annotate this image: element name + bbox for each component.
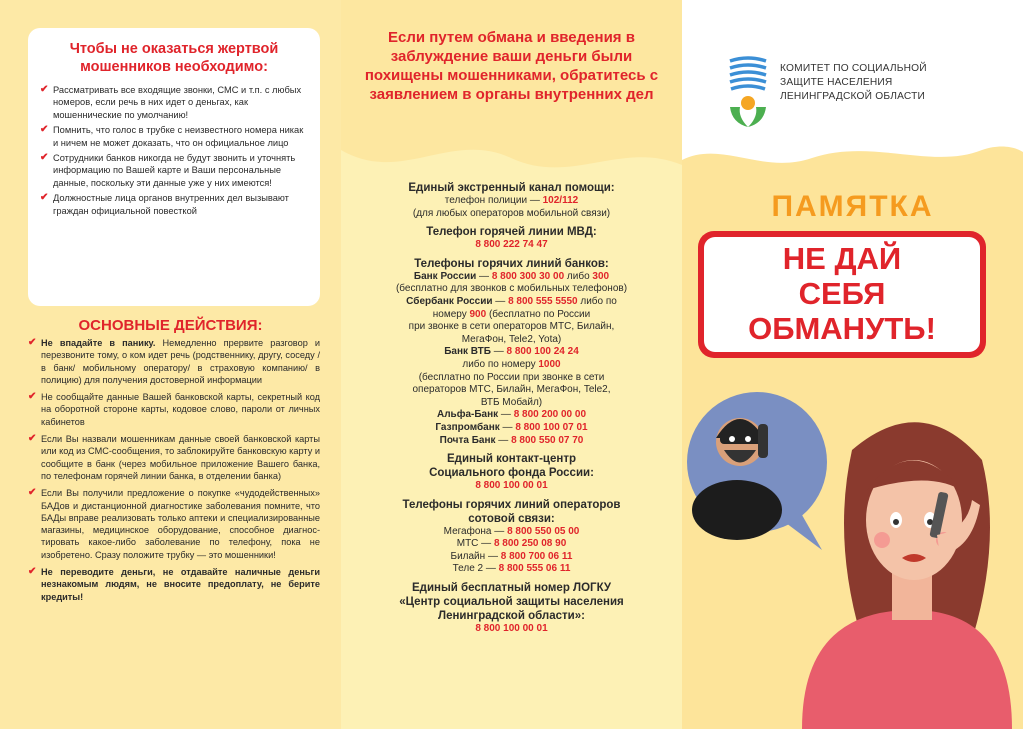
scam-call-illustration xyxy=(682,380,1023,729)
worried-woman-icon xyxy=(802,422,1012,729)
bank-sber-line2: номеру 900 (бесплатно по России xyxy=(432,308,591,320)
warning-badge xyxy=(698,231,986,358)
mobile-beeline-line: Билайн — 8 800 700 06 11 xyxy=(450,550,573,562)
logku-number: 8 800 100 00 01 xyxy=(475,623,548,635)
bank-pochta-line: Почта Банк — 8 800 550 07 70 xyxy=(439,434,584,446)
bank-sber-line4: МегаФон, Tele2, Yota) xyxy=(461,333,562,345)
mobile-megafon-line: Мегафона — 8 800 550 05 00 xyxy=(443,525,580,537)
bank-vtb-line4: операторов МТС, Билайн, МегаФон, Tele2, xyxy=(412,384,611,396)
warning-line-1: НЕ ДАЙ xyxy=(782,241,902,276)
check-icon: ✔ xyxy=(40,84,49,95)
warning-line-3: ОБМАНУТЬ! xyxy=(748,311,936,346)
mobile-tele2-line: Теле 2 — 8 800 555 06 11 xyxy=(452,563,571,575)
check-icon: ✔ xyxy=(28,433,37,445)
prevention-card xyxy=(28,28,320,306)
check-icon: ✔ xyxy=(40,192,49,204)
sfr-number: 8 800 100 00 01 xyxy=(475,480,548,492)
scammer-bubble-icon xyxy=(687,392,827,550)
warning-badge-inner xyxy=(704,237,980,352)
bank-alfa-line: Альфа-Банк — 8 800 200 00 00 xyxy=(436,409,587,421)
banks-title: Телефоны горячих линий банков: xyxy=(414,257,609,270)
bank-vtb-line3: (бесплатно по России при звонке в сети xyxy=(418,371,605,383)
prevention-item: ✔ Помнить, что голос в трубке с неизвестного номера никак и ничем не может доказать, что он официальное лицо xyxy=(40,124,304,148)
mvd-number: 8 800 222 74 47 xyxy=(475,239,548,251)
action-item: ✔ Не сообщайте данные Вашей банковской карты, секретный код на оборотной стороне карты, кодовое слово, пароли от личных кабинетов xyxy=(28,391,320,427)
action-item: ✔ Не переводите деньги, не отдавайте наличные деньги незнакомым людям, не вносите предоплату, не берите кредиты! xyxy=(28,566,320,602)
check-icon: ✔ xyxy=(28,337,37,348)
committee-logo-icon xyxy=(726,55,770,135)
contacts-block xyxy=(356,176,667,636)
warning-line-2: СЕБЯ xyxy=(798,276,886,311)
actions-list xyxy=(28,337,320,608)
logku-title: Единый бесплатный номер ЛОГКУ «Центр социальной защиты населения Ленинградской области»: xyxy=(399,582,624,623)
sfr-title: Единый контакт-центр Социального фонда России: xyxy=(429,453,594,480)
emergency-title: Единый экстренный канал помощи: xyxy=(408,182,615,194)
fraud-headline: Если путем обмана и введения в заблуждение ваши деньги были похищены мошенниками, обратитесь с заявлением в органы внутренних дел xyxy=(364,29,659,103)
mvd-title: Телефон горячей линии МВД: xyxy=(426,226,597,239)
action-item: ✔ Если Вы получили предложение о покупке «чудодейственных» БАДов и дистанционной диагностике заболевания помните, что БАДы вправе реализовать только аптеки и специализированные магазины, медицинское оборудование, способное диагностировать какое-либо заболевание по телефону, пока не изобретено. Сразу положите трубку — это мошенники! xyxy=(28,487,320,560)
bank-sber-line: Сбербанк России — 8 800 555 5550 либо по xyxy=(406,295,617,307)
check-icon: ✔ xyxy=(28,487,37,499)
bank-cb-note: (бесплатно для звонков с мобильных телефонов) xyxy=(395,283,628,295)
mobile-mts-line: МТС — 8 800 250 08 90 xyxy=(456,538,567,550)
prevention-item: ✔ Рассматривать все входящие звонки, СМС и т.п. с любых номеров, если речь в них идет о деньгах, как мошеннические по умолчанию! xyxy=(40,84,302,120)
actions-title: ОСНОВНЫЕ ДЕЙСТВИЯ: xyxy=(78,317,263,334)
check-icon: ✔ xyxy=(40,152,49,164)
bank-sber-line3: при звонке в сети операторов МТС, Билайн, xyxy=(408,321,615,333)
check-icon: ✔ xyxy=(28,566,37,578)
check-icon: ✔ xyxy=(40,124,49,136)
emergency-line: телефон полиции — 102/112 xyxy=(444,195,579,206)
action-item: ✔ Не впадайте в панику. Немедленно прервите разговор и перезвоните тому, о ком идет речь (родственнику, другу, соседу /в банк/ мобильному оператору/ в страховую компанию/ в полицию) для получения достоверной информации xyxy=(28,337,320,385)
mobile-title: Телефоны горячих линий операторов сотовой связи: xyxy=(402,498,621,525)
prevention-item: ✔ Должностные лица органов внутренних дел вызывают граждан официальной повесткой xyxy=(40,192,289,216)
prevention-item: ✔ Сотрудники банков никогда не будут звонить и уточнять информацию по Вашей карте и Ваши персональные данные, поскольку эти данные уже у них имеются! xyxy=(40,152,296,188)
bank-vtb-line: Банк ВТБ — 8 800 100 24 24 xyxy=(444,346,579,358)
emergency-note: (для любых операторов мобильной связи) xyxy=(412,207,611,219)
bank-gazprom-line: Газпромбанк — 8 800 100 07 01 xyxy=(435,421,588,433)
memo-title: ПАМЯТКА xyxy=(771,190,934,223)
bank-vtb-line5: ВТБ Мобайл) xyxy=(480,396,543,408)
prevention-title: Чтобы не оказаться жертвой мошенников необходимо: xyxy=(69,41,279,75)
check-icon: ✔ xyxy=(28,391,37,403)
committee-name: КОМИТЕТ ПО СОЦИАЛЬНОЙ ЗАЩИТЕ НАСЕЛЕНИЯ ЛЕНИНГРАДСКОЙ ОБЛАСТИ xyxy=(780,63,927,102)
prevention-list xyxy=(28,84,320,217)
bank-cb-line: Банк России — 8 800 300 30 00 либо 300 xyxy=(413,270,610,282)
action-item: ✔ Если Вы назвали мошенникам данные своей банковской карты или код из СМС-сообщения, то заблокируйте банковскую карту и сообщите в банк (через мобильное приложение Вашего банка, по телефонам горячей линии банка, в отделении банка) xyxy=(28,433,320,481)
bank-vtb-line2: либо по номеру 1000 xyxy=(462,358,561,370)
